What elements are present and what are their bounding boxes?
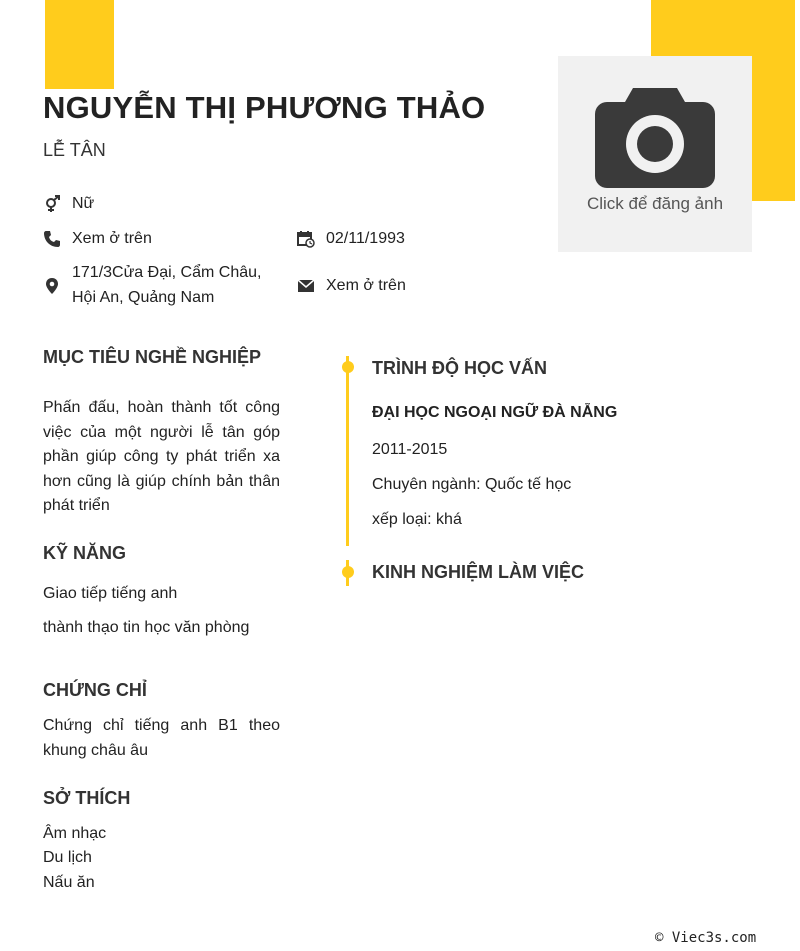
photo-caption: Click để đăng ảnh bbox=[586, 194, 724, 213]
gender-icon bbox=[43, 195, 61, 213]
skill-item: thành thạo tin học văn phòng bbox=[43, 619, 250, 636]
skills-heading: KỸ NĂNG bbox=[43, 543, 127, 563]
timeline-dot bbox=[342, 361, 354, 373]
full-name: NGUYỄN THỊ PHƯƠNG THẢO bbox=[43, 90, 486, 125]
objective-heading: MỤC TIÊU NGHỀ NGHIỆP bbox=[43, 347, 262, 367]
address-line-2: Hội An, Quảng Nam bbox=[72, 289, 215, 306]
hobby-item: Âm nhạc bbox=[43, 825, 107, 842]
timeline-dot bbox=[342, 566, 354, 578]
birthday-value: 02/11/1993 bbox=[326, 230, 405, 247]
timeline-line bbox=[346, 356, 349, 546]
education-school: ĐẠI HỌC NGOẠI NGỮ ĐÀ NẴNG bbox=[372, 404, 618, 421]
hobby-item: Nấu ăn bbox=[43, 874, 95, 891]
decorative-block-left bbox=[45, 0, 114, 89]
copyright: © Viec3s.com bbox=[655, 930, 757, 946]
job-position: LỄ TÂN bbox=[43, 140, 106, 160]
education-grade: xếp loại: khá bbox=[372, 511, 462, 528]
email-value: Xem ở trên bbox=[326, 277, 406, 294]
hobbies-heading: SỞ THÍCH bbox=[43, 788, 131, 808]
hobby-item: Du lịch bbox=[43, 849, 92, 866]
objective-text: Phấn đấu, hoàn thành tốt công việc của một người lễ tân góp phần giúp công ty phát triển xa hơn cũng là giúp chính bản thân phát triển bbox=[43, 399, 280, 514]
camera-icon bbox=[595, 84, 715, 188]
skill-item: Giao tiếp tiếng anh bbox=[43, 585, 178, 602]
experience-heading: KINH NGHIỆM LÀM VIỆC bbox=[372, 562, 585, 582]
phone-icon bbox=[43, 230, 61, 248]
certificate-text: Chứng chỉ tiếng anh B1 theo khung châu âu bbox=[43, 717, 280, 759]
certificates-heading: CHỨNG CHỈ bbox=[43, 680, 147, 700]
education-heading: TRÌNH ĐỘ HỌC VẤN bbox=[372, 358, 547, 378]
calendar-icon bbox=[297, 230, 315, 248]
location-icon bbox=[43, 277, 61, 295]
address-line-1: 171/3Cửa Đại, Cẩm Châu, bbox=[72, 264, 262, 281]
address-value bbox=[72, 260, 282, 310]
education-years: 2011-2015 bbox=[372, 441, 448, 458]
gender-value: Nữ bbox=[72, 195, 95, 212]
photo-upload[interactable] bbox=[558, 56, 752, 252]
phone-value: Xem ở trên bbox=[72, 230, 152, 247]
education-major: Chuyên ngành: Quốc tế học bbox=[372, 476, 572, 493]
email-icon bbox=[297, 277, 315, 295]
